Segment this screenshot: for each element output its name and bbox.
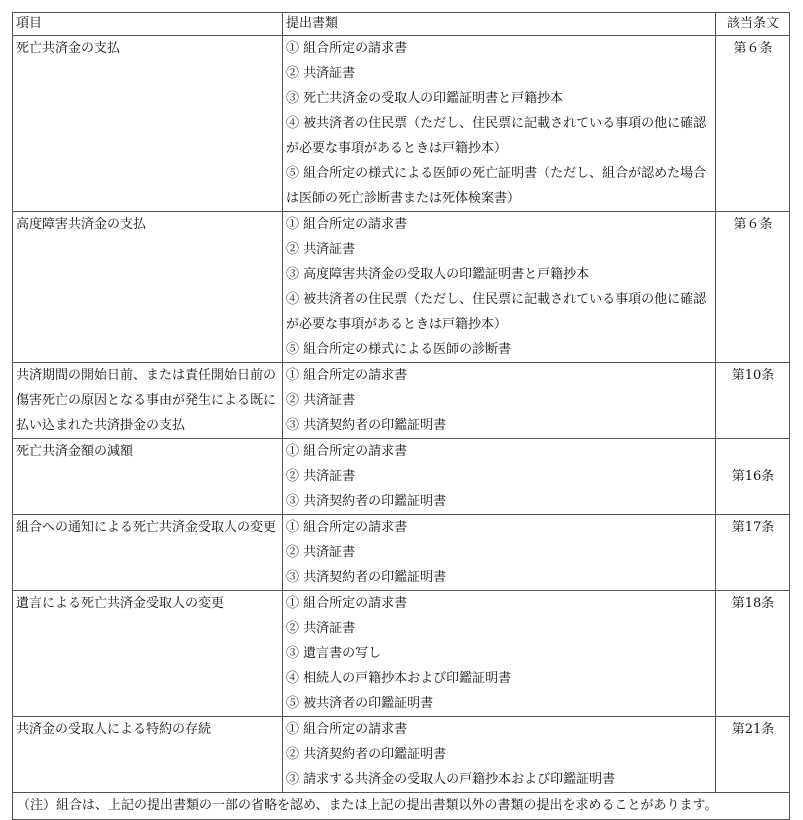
row-clause: 第21条	[716, 717, 790, 793]
doc-line: ③ 遺言書の写し	[286, 646, 382, 661]
row-clause-label: 第16条	[731, 469, 775, 484]
doc-line: ③ 共済契約者の印鑑証明書	[286, 570, 447, 585]
doc-line: ⑤ 組合所定の様式による医師の死亡証明書（ただし、組合が認めた場合は医師の死亡診断書または死体検案書）	[286, 166, 707, 206]
row-clause: 第17条	[716, 515, 790, 591]
doc-line: ① 組合所定の請求書	[286, 722, 408, 737]
document-page	[12, 12, 789, 820]
row-item: 遺言による死亡共済金受取人の変更	[13, 591, 283, 717]
doc-line: ① 組合所定の請求書	[286, 520, 408, 535]
row-clause: 第10条	[716, 363, 790, 439]
row-item: 共済金の受取人による特約の存続	[13, 717, 283, 793]
doc-line: ① 組合所定の請求書	[286, 444, 408, 459]
row-docs	[283, 515, 716, 591]
doc-line: ③ 共済契約者の印鑑証明書	[286, 418, 447, 433]
table-row	[13, 591, 790, 717]
doc-line: ⑤ 被共済者の印鑑証明書	[286, 696, 434, 711]
row-docs	[283, 36, 716, 212]
row-item: 死亡共済金の支払	[13, 36, 283, 212]
table-row	[13, 515, 790, 591]
doc-line: ② 共済証書	[286, 469, 356, 484]
doc-line: ③ 高度障害共済金の受取人の印鑑証明書と戸籍抄本	[286, 267, 590, 282]
table-header-row	[13, 13, 790, 36]
header-item: 項目	[13, 13, 283, 36]
doc-line: ⑤ 組合所定の様式による医師の診断書	[286, 342, 512, 357]
doc-line: ② 共済証書	[286, 66, 356, 81]
row-docs	[283, 717, 716, 793]
doc-line: ③ 死亡共済金の受取人の印鑑証明書と戸籍抄本	[286, 91, 564, 106]
footnote: （注）組合は、上記の提出書類の一部の省略を認め、または上記の提出書類以外の書類の提出を求めることがあります。	[13, 793, 790, 820]
clause-spacer	[719, 439, 787, 464]
doc-line: ④ 相続人の戸籍抄本および印鑑証明書	[286, 671, 512, 686]
row-clause: 第６条	[716, 212, 790, 363]
required-documents-table	[12, 12, 790, 820]
doc-line: ① 組合所定の請求書	[286, 41, 408, 56]
doc-line: ② 共済証書	[286, 621, 356, 636]
note-row	[13, 793, 790, 820]
row-item: 組合への通知による死亡共済金受取人の変更	[13, 515, 283, 591]
doc-line: ① 組合所定の請求書	[286, 217, 408, 232]
row-item: 高度障害共済金の支払	[13, 212, 283, 363]
row-docs	[283, 439, 716, 515]
row-docs	[283, 363, 716, 439]
doc-line: ② 共済証書	[286, 242, 356, 257]
header-docs: 提出書類	[283, 13, 716, 36]
doc-line: ④ 被共済者の住民票（ただし、住民票に記載されている事項の他に確認が必要な事項があるときは戸籍抄本）	[286, 116, 707, 156]
table-row	[13, 439, 790, 515]
row-docs	[283, 212, 716, 363]
row-item: 共済期間の開始日前、または責任開始日前の傷害死亡の原因となる事由が発生による既に払い込まれた共済掛金の支払	[13, 363, 283, 439]
table-row	[13, 36, 790, 212]
doc-line: ② 共済証書	[286, 393, 356, 408]
row-docs	[283, 591, 716, 717]
doc-line: ① 組合所定の請求書	[286, 368, 408, 383]
doc-line: ② 共済証書	[286, 545, 356, 560]
table-row	[13, 212, 790, 363]
header-clause: 該当条文	[716, 13, 790, 36]
doc-line: ④ 被共済者の住民票（ただし、住民票に記載されている事項の他に確認が必要な事項があるときは戸籍抄本）	[286, 292, 707, 332]
table-row	[13, 717, 790, 793]
doc-line: ③ 請求する共済金の受取人の戸籍抄本および印鑑証明書	[286, 772, 616, 787]
table-row	[13, 363, 790, 439]
row-clause: 第18条	[716, 591, 790, 717]
doc-line: ① 組合所定の請求書	[286, 596, 408, 611]
doc-line: ② 共済契約者の印鑑証明書	[286, 747, 447, 762]
row-clause: 第６条	[716, 36, 790, 212]
row-clause	[716, 439, 790, 515]
row-item: 死亡共済金額の減額	[13, 439, 283, 515]
doc-line: ③ 共済契約者の印鑑証明書	[286, 494, 447, 509]
